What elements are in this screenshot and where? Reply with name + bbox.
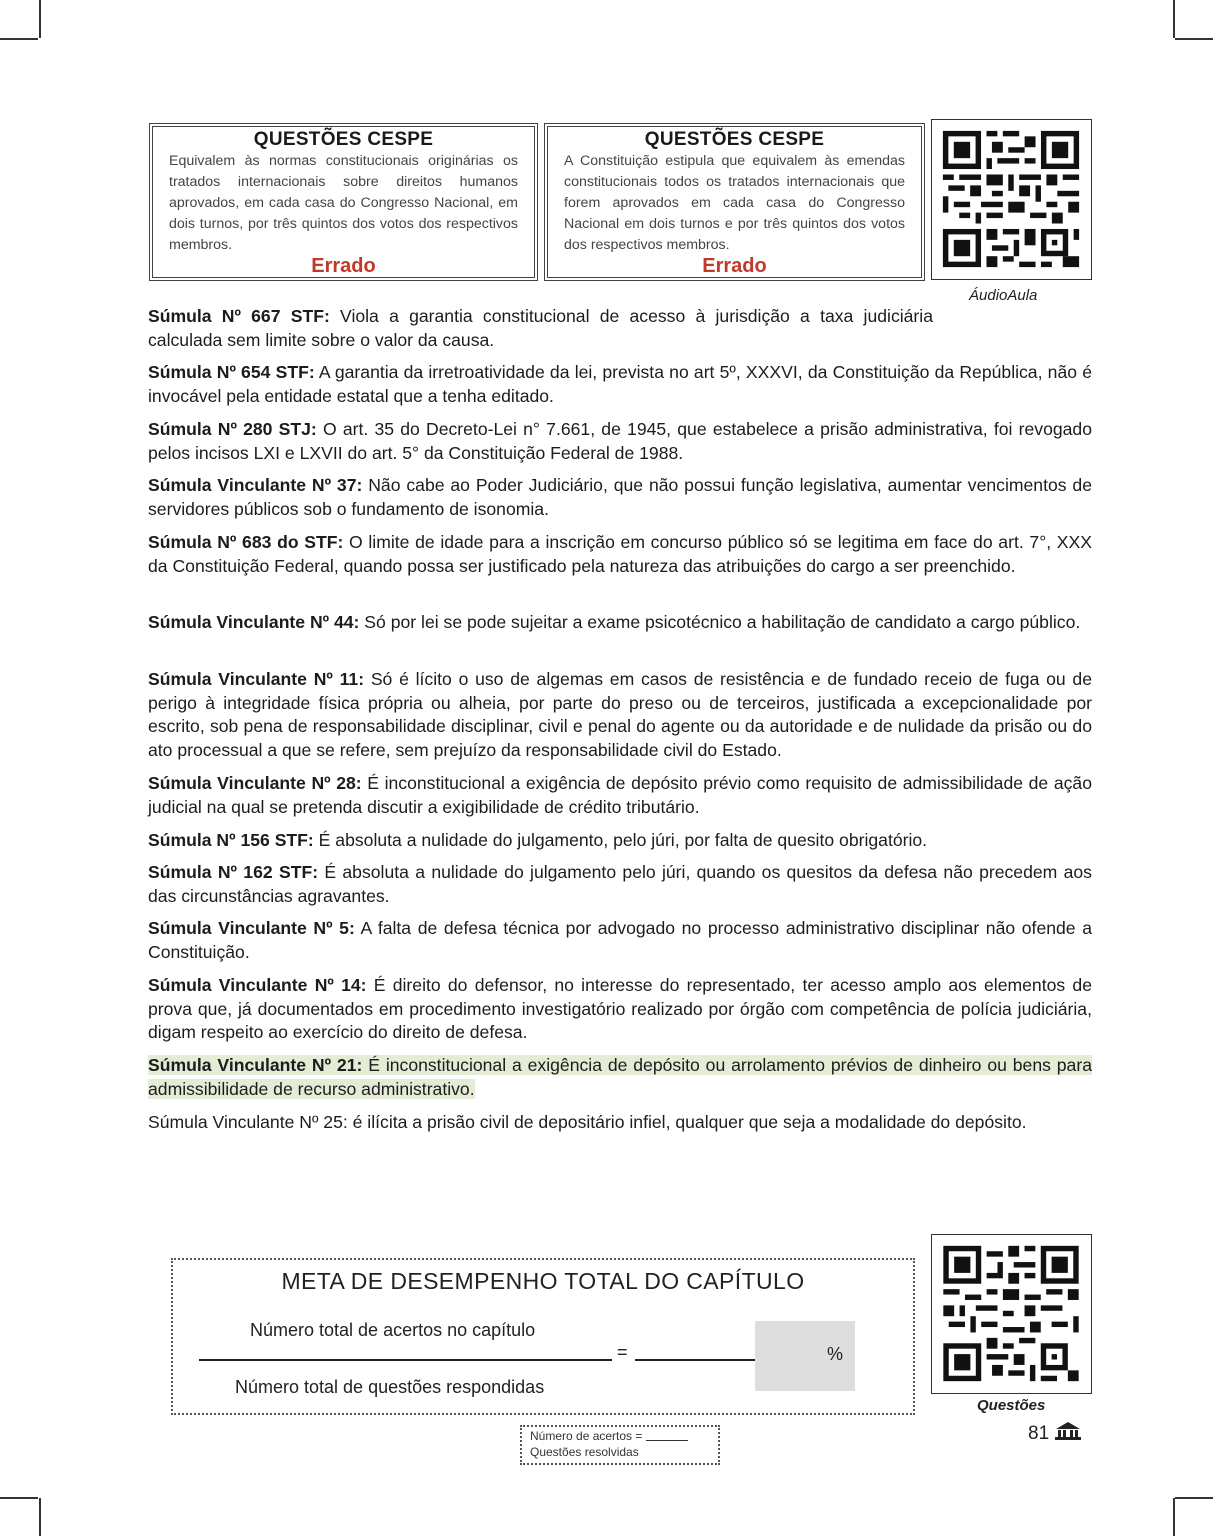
crop-mark bbox=[39, 1498, 41, 1536]
sumula-label: Súmula Nº 156 STF: bbox=[148, 830, 314, 850]
sumula-text: A falta de defesa técnica por advogado no processo administrativo disciplinar não ofende a Constituição. bbox=[148, 918, 1092, 962]
tally-line-1 bbox=[530, 1428, 710, 1444]
sumula-280 bbox=[148, 418, 1092, 465]
sumula-label: Súmula Vinculante Nº 21: bbox=[148, 1055, 363, 1075]
cespe-question-text: Equivalem às normas constitucionais originárias os tratados internacionais sobre direitos humanos aprovados, em cada casa do Congresso Nacional, em dois turnos, por três quintos dos votos dos respectivos membros. bbox=[169, 153, 518, 253]
fraction-line bbox=[199, 1359, 612, 1361]
sumula-label: Súmula Vinculante Nº 37: bbox=[148, 475, 363, 495]
sumula-label: Súmula Nº 654 STF: bbox=[148, 362, 315, 382]
sumula-label: Súmula Vinculante Nº 28: bbox=[148, 773, 362, 793]
sumula-vinculante-11 bbox=[148, 668, 1092, 762]
sumula-text: Viola a garantia constitucional de acesso à jurisdição a taxa judiciária calculada sem limite sobre o valor da causa. bbox=[148, 306, 933, 350]
sumula-label: Súmula Vinculante Nº 44: bbox=[148, 612, 360, 632]
sumula-156 bbox=[148, 829, 1092, 853]
sumula-label: Súmula Nº 162 STF: bbox=[148, 862, 319, 882]
sumula-654 bbox=[148, 361, 1092, 408]
performance-goal-box bbox=[171, 1258, 915, 1415]
crop-mark bbox=[1173, 0, 1175, 38]
crop-mark bbox=[1175, 1497, 1213, 1499]
highlighted-passage bbox=[148, 1055, 1092, 1099]
denominator-label: Número total de questões respondidas bbox=[235, 1377, 545, 1397]
percent-sign: % bbox=[827, 1344, 844, 1364]
cespe-answer: Errado bbox=[702, 255, 767, 277]
qr-code-icon bbox=[932, 1235, 1090, 1392]
sumula-vinculante-14 bbox=[148, 974, 1092, 1045]
score-tally-box bbox=[520, 1425, 720, 1465]
sumula-label: Súmula Vinculante Nº 14: bbox=[148, 975, 367, 995]
audio-lesson-caption: ÁudioAula bbox=[969, 287, 1038, 304]
sumula-162 bbox=[148, 861, 1092, 908]
sumula-vinculante-25 bbox=[148, 1111, 1092, 1135]
cespe-title: QUESTÕES CESPE bbox=[644, 129, 825, 150]
sumula-text: Não cabe ao Poder Judiciário, que não possui função legislativa, aumentar vencimentos de servidores públicos sob o fundamento de isonomia. bbox=[148, 475, 1092, 519]
sumula-683 bbox=[148, 531, 1092, 578]
sumula-label: Súmula Vinculante Nº 5: bbox=[148, 918, 355, 938]
sumula-text: Só é lícito o uso de algemas em casos de resistência e de fundado receio de fuga ou de perigo à integridade física própria ou alheia, por parte do preso ou de terceiros, justificada a excepcionalidade por escrito, sob pena de responsabilidade disciplinar, civil e penal do agente ou da autoridade e de nulidade da prisão ou do ato processual a que se refere, sem prejuízo da responsabilidade civil do Estado. bbox=[148, 669, 1093, 760]
sumula-label: Súmula Vinculante Nº 11: bbox=[148, 669, 365, 689]
cespe-question-box-left bbox=[149, 123, 538, 281]
sumula-vinculante-28 bbox=[148, 772, 1092, 819]
page-number bbox=[1028, 1421, 1082, 1445]
sumula-text: A garantia da irretroatividade da lei, prevista no art 5º, XXXVI, da Constituição da República, não é invocável pela entidade estatal que a tenha editado. bbox=[148, 362, 1092, 406]
tally-line-2: Questões resolvidas bbox=[530, 1445, 639, 1459]
questions-qr-code[interactable] bbox=[931, 1234, 1092, 1394]
sumula-text: O limite de idade para a inscrição em concurso público só se legitima em face do art. 7°, XXX da Constituição Federal, quando possa ser justificado pela natureza das atribuições do cargo a ser preenchido. bbox=[148, 532, 1093, 576]
sumula-text: É absoluta a nulidade do julgamento pelo júri, quando os quesitos da defesa não precedem aos das circunstâncias agravantes. bbox=[148, 862, 1092, 906]
building-icon bbox=[1054, 1421, 1082, 1441]
tally-numerator-label: Número de acertos = bbox=[530, 1429, 643, 1443]
sumula-vinculante-21 bbox=[148, 1054, 1092, 1101]
sumula-text: É absoluta a nulidade do julgamento, pelo júri, por falta de quesito obrigatório. bbox=[313, 830, 928, 850]
questions-caption: Questões bbox=[977, 1397, 1046, 1414]
cespe-answer: Errado bbox=[311, 255, 376, 277]
equals-sign: = bbox=[617, 1342, 628, 1362]
crop-mark bbox=[1173, 1498, 1175, 1536]
result-line bbox=[635, 1359, 755, 1361]
crop-mark bbox=[1175, 38, 1213, 40]
sumula-667 bbox=[148, 305, 933, 352]
qr-code-icon bbox=[932, 120, 1090, 278]
sumula-vinculante-37 bbox=[148, 474, 1092, 521]
sumula-vinculante-5 bbox=[148, 917, 1092, 964]
cespe-question-text: A Constituição estipula que equivalem às emendas constitucionais todos os tratados internacionais que forem aprovados em cada casa do Congresso Nacional em dois turnos e por três quintos dos votos dos respectivos membros. bbox=[564, 153, 905, 253]
crop-mark bbox=[0, 38, 38, 40]
sumula-text: Súmula Vinculante Nº 25: é ilícita a prisão civil de depositário infiel, qualquer que seja a modalidade do depósito. bbox=[148, 1112, 1027, 1132]
sumula-text: É direito do defensor, no interesse do representado, ter acesso amplo aos elementos de prova que, já documentados em procedimento investigatório realizado por órgão com competência de polícia judiciária, digam respeito ao exercício do direito de defesa. bbox=[148, 975, 1092, 1042]
tally-blank bbox=[646, 1440, 688, 1441]
sumula-label: Súmula Nº 683 do STF: bbox=[148, 532, 344, 552]
cespe-question-box-right bbox=[544, 123, 925, 281]
sumula-label: Súmula Nº 280 STJ: bbox=[148, 419, 317, 439]
performance-goal-title: META DE DESEMPENHO TOTAL DO CAPÍTULO bbox=[281, 1268, 805, 1294]
crop-mark bbox=[0, 1497, 38, 1499]
sumula-text: É inconstitucional a exigência de depósito ou arrolamento prévios de dinheiro ou bens para admissibilidade de recurso administrativo. bbox=[148, 1055, 1092, 1099]
numerator-label: Número total de acertos no capítulo bbox=[250, 1320, 536, 1340]
cespe-title: QUESTÕES CESPE bbox=[253, 129, 434, 150]
sumula-text: É inconstitucional a exigência de depósito prévio como requisito de admissibilidade de ação judicial na qual se pretenda discutir a exigibilidade de crédito tributário. bbox=[148, 773, 1092, 817]
sumula-text: Só por lei se pode sujeitar a exame psicotécnico a habilitação de candidato a cargo público. bbox=[359, 612, 1081, 632]
crop-mark bbox=[39, 0, 41, 38]
page-number-text: 81 bbox=[1028, 1423, 1050, 1444]
audio-lesson-qr-code[interactable] bbox=[931, 119, 1092, 280]
sumula-text: O art. 35 do Decreto-Lei n° 7.661, de 1945, que estabelece a prisão administrativa, foi revogado pelos incisos LXI e LXVII do art. 5° da Constituição Federal de 1988. bbox=[148, 419, 1092, 463]
sumula-vinculante-44 bbox=[148, 611, 1092, 635]
sumula-label: Súmula Nº 667 STF: bbox=[148, 306, 330, 326]
